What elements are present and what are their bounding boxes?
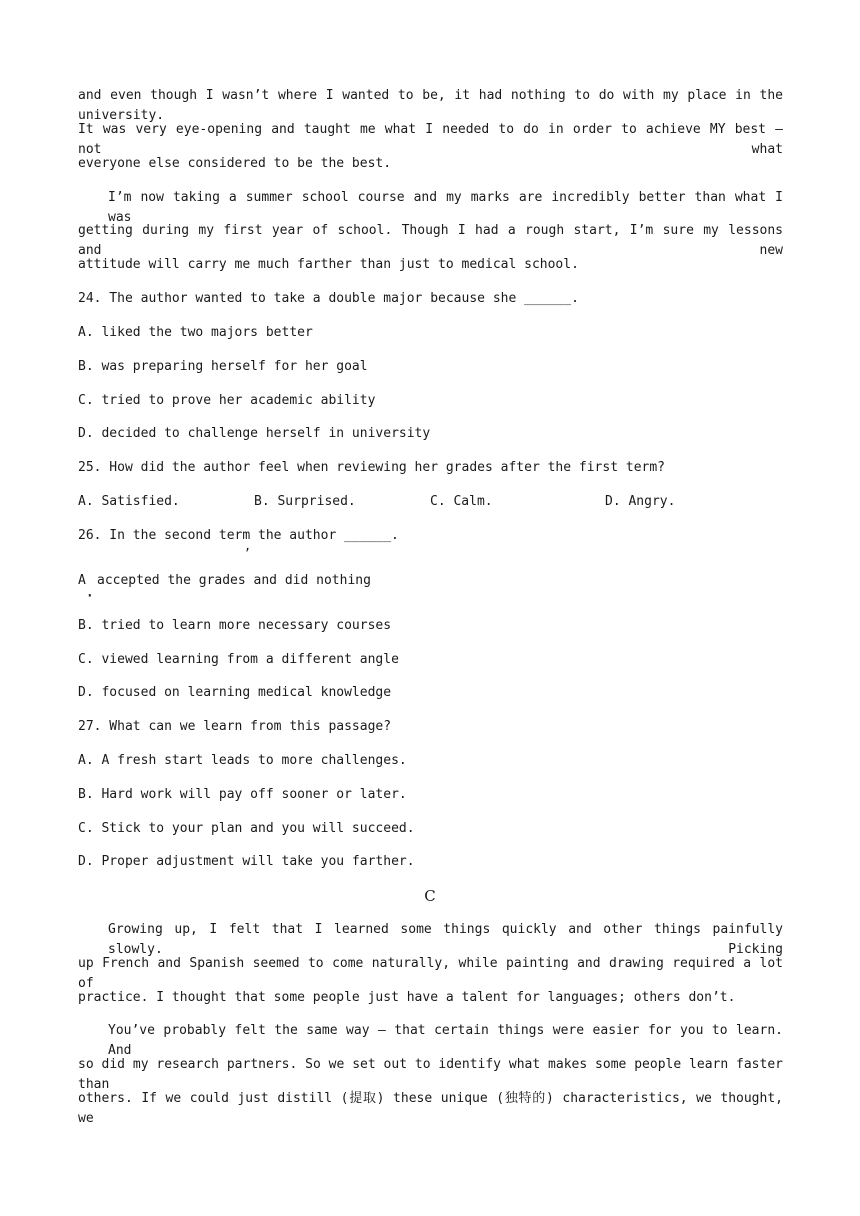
question-25-option-d: D. Angry. — [605, 494, 676, 509]
question-26-stem-end: the author ______. — [258, 528, 399, 543]
question-26-option-a-letter: A — [78, 573, 86, 588]
passage-b-line: getting during my first year of school. Though I had a rough start, I’m sure my lessons and new — [78, 223, 783, 258]
passage-b-line: everyone else considered to be the best. — [78, 156, 392, 171]
section-heading: C — [424, 887, 436, 905]
passage-c-line: practice. I thought that some people just have a talent for languages; others don’t. — [78, 990, 736, 1005]
passage-b-line: I’m now taking a summer school course and my marks are incredibly better than what I was — [108, 190, 783, 225]
question-26-option-b: B. tried to learn more necessary courses — [78, 618, 392, 633]
question-24-option-b: B. was preparing herself for her goal — [78, 359, 368, 374]
question-25-option-b: B. Surprised. — [254, 494, 356, 509]
passage-b-line: and even though I wasn’t where I wanted to be, it had nothing to do with my place in the university. — [78, 88, 783, 123]
question-26-option-d: D. focused on learning medical knowledge — [78, 685, 392, 700]
question-25-option-c: C. Calm. — [430, 494, 493, 509]
stray-comma: , — [244, 539, 252, 553]
passage-b-line: attitude will carry me much farther than just to medical school. — [78, 257, 579, 272]
question-24-stem: 24. The author wanted to take a double major because she ______. — [78, 291, 579, 306]
passage-c-line: You’ve probably felt the same way — that certain things were easier for you to learn. And — [108, 1023, 783, 1058]
question-27-option-d: D. Proper adjustment will take you farther. — [78, 854, 415, 869]
question-26-option-c: C. viewed learning from a different angle — [78, 652, 399, 667]
passage-c-line: up French and Spanish seemed to come naturally, while painting and drawing required a lot of — [78, 956, 783, 991]
stray-dot: · — [85, 586, 95, 605]
question-26-option-a-text: accepted the grades and did nothing — [97, 573, 371, 588]
question-25-stem: 25. How did the author feel when reviewing her grades after the first term? — [78, 460, 665, 475]
passage-c-line: so did my research partners. So we set out to identify what makes some people learn faster than — [78, 1057, 783, 1092]
question-27-option-b: B. Hard work will pay off sooner or later. — [78, 787, 407, 802]
question-26-stem-start: 26. In the second term — [78, 528, 251, 543]
question-24-option-d: D. decided to challenge herself in university — [78, 426, 431, 441]
question-27-option-c: C. Stick to your plan and you will succeed. — [78, 821, 415, 836]
passage-b-line: It was very eye-opening and taught me what I needed to do in order to achieve MY best — not what — [78, 122, 783, 157]
passage-c-line: Growing up, I felt that I learned some things quickly and other things painfully slowly. Picking — [108, 922, 783, 957]
question-24-option-a: A. liked the two majors better — [78, 325, 313, 340]
question-27-option-a: A. A fresh start leads to more challenges. — [78, 753, 407, 768]
question-24-option-c: C. tried to prove her academic ability — [78, 393, 376, 408]
passage-c-line: others. If we could just distill (提取) these unique (独特的) characteristics, we thought, we — [78, 1091, 783, 1126]
question-25-option-a: A. Satisfied. — [78, 494, 180, 509]
question-27-stem: 27. What can we learn from this passage? — [78, 719, 392, 734]
